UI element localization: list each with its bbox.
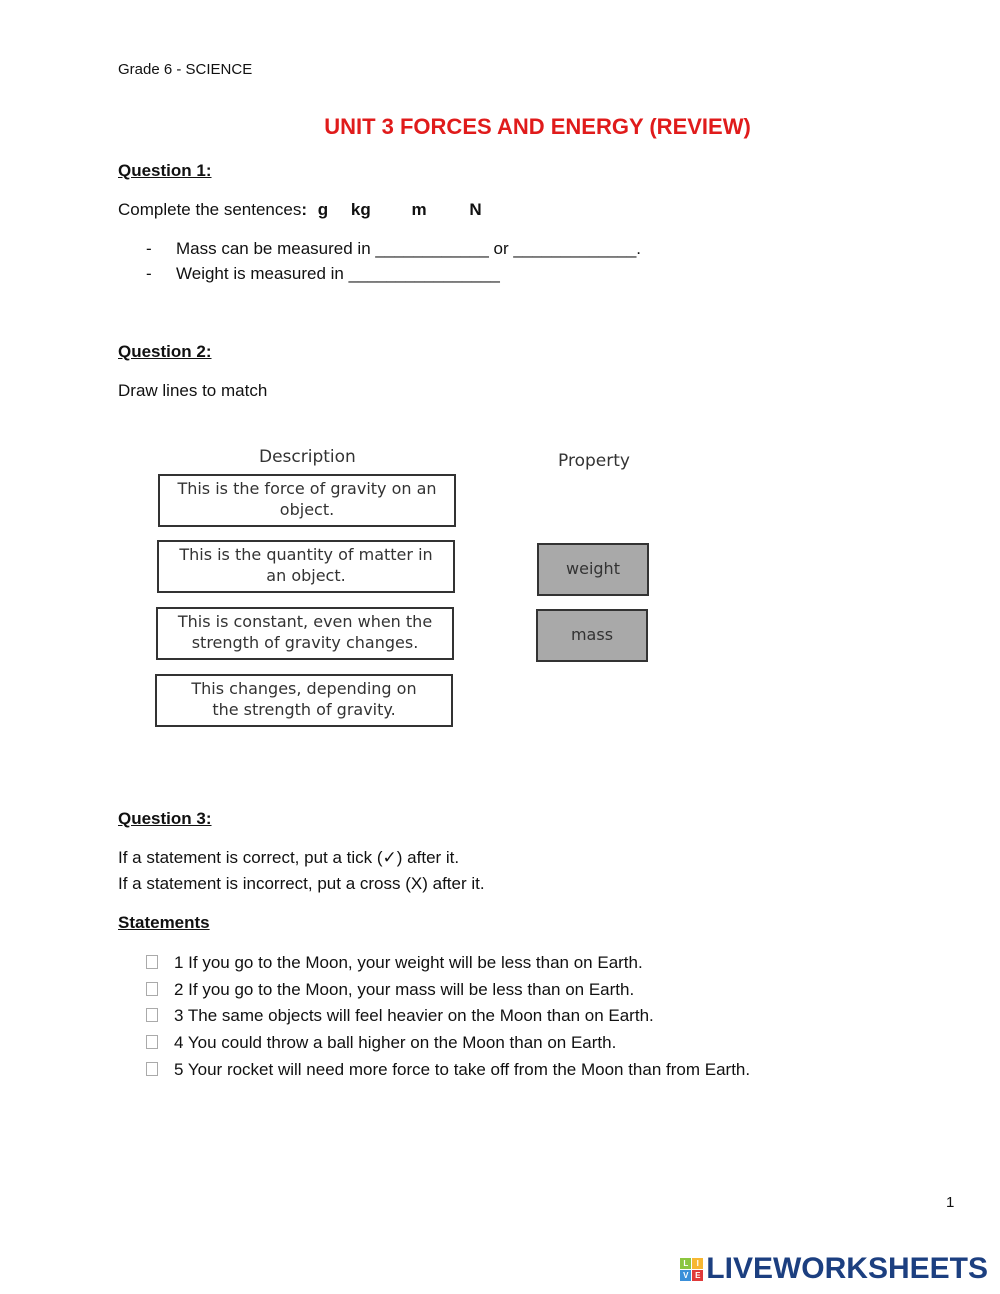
q1-item-text: Weight is measured in ________________ [176,264,500,283]
description-box[interactable]: This is constant, even when the strength of gravity changes. [156,607,454,660]
statement-text: 1 If you go to the Moon, your weight will be less than on Earth. [174,953,643,972]
q1-item: - Weight is measured in ________________ [146,264,500,283]
checkbox[interactable] [146,1035,158,1049]
question-2-heading: Question 2: [118,342,212,361]
checkbox[interactable] [146,1062,158,1076]
checkbox[interactable] [146,955,158,969]
statement-item [146,1006,654,1026]
logo-tile: E [692,1270,703,1281]
q2-instruction: Draw lines to match [118,381,268,400]
page-number: 1 [946,1194,955,1211]
checkbox[interactable] [146,982,158,996]
property-box-mass[interactable]: mass [536,609,648,662]
logo-text: LIVEWORKSHEETS [706,1252,988,1285]
page-header: Grade 6 - SCIENCE [118,61,253,78]
logo-tile: V [680,1270,691,1281]
statement-item [146,1033,616,1053]
statements-heading: Statements [118,913,210,932]
word-g: g [317,200,329,219]
liveworksheets-logo [680,1252,988,1286]
q1-item: - Mass can be measured in ____________ or _____________. [146,239,642,258]
instruction-text: Complete the sentences [118,200,302,219]
statement-text: 4 You could throw a ball higher on the Moon than on Earth. [174,1033,617,1052]
description-header: Description [259,447,356,467]
question-1-heading: Question 1: [118,161,212,180]
statement-item [146,1060,750,1080]
logo-tiles-icon [680,1258,703,1281]
q1-item-text: Mass can be measured in ____________ or _____________. [176,239,642,258]
worksheet-title: UNIT 3 FORCES AND ENERGY (REVIEW) [324,114,751,139]
checkbox[interactable] [146,1008,158,1022]
q3-instruction-2: If a statement is incorrect, put a cross (X) after it. [118,874,485,893]
question-3-heading: Question 3: [118,809,212,828]
logo-tile: L [680,1258,691,1269]
statement-text: 3 The same objects will feel heavier on the Moon than on Earth. [174,1006,654,1025]
statement-text: 2 If you go to the Moon, your mass will be less than on Earth. [174,980,635,999]
description-box[interactable]: This is the force of gravity on an object. [158,474,456,527]
statement-item [146,953,643,973]
word-kg: kg [350,200,371,219]
property-box-weight[interactable]: weight [537,543,649,596]
q1-instruction: Complete the sentences: g kg m N [118,200,482,219]
property-header: Property [558,451,630,471]
statement-item [146,980,634,1000]
description-box[interactable]: This is the quantity of matter in an object. [157,540,455,593]
word-m: m [411,200,427,219]
description-box[interactable]: This changes, depending on the strength of gravity. [155,674,453,727]
word-N: N [469,200,482,219]
q3-instruction-1: If a statement is correct, put a tick (✓) after it. [118,848,460,867]
logo-tile: I [692,1258,703,1269]
statement-text: 5 Your rocket will need more force to take off from the Moon than from Earth. [174,1060,751,1079]
